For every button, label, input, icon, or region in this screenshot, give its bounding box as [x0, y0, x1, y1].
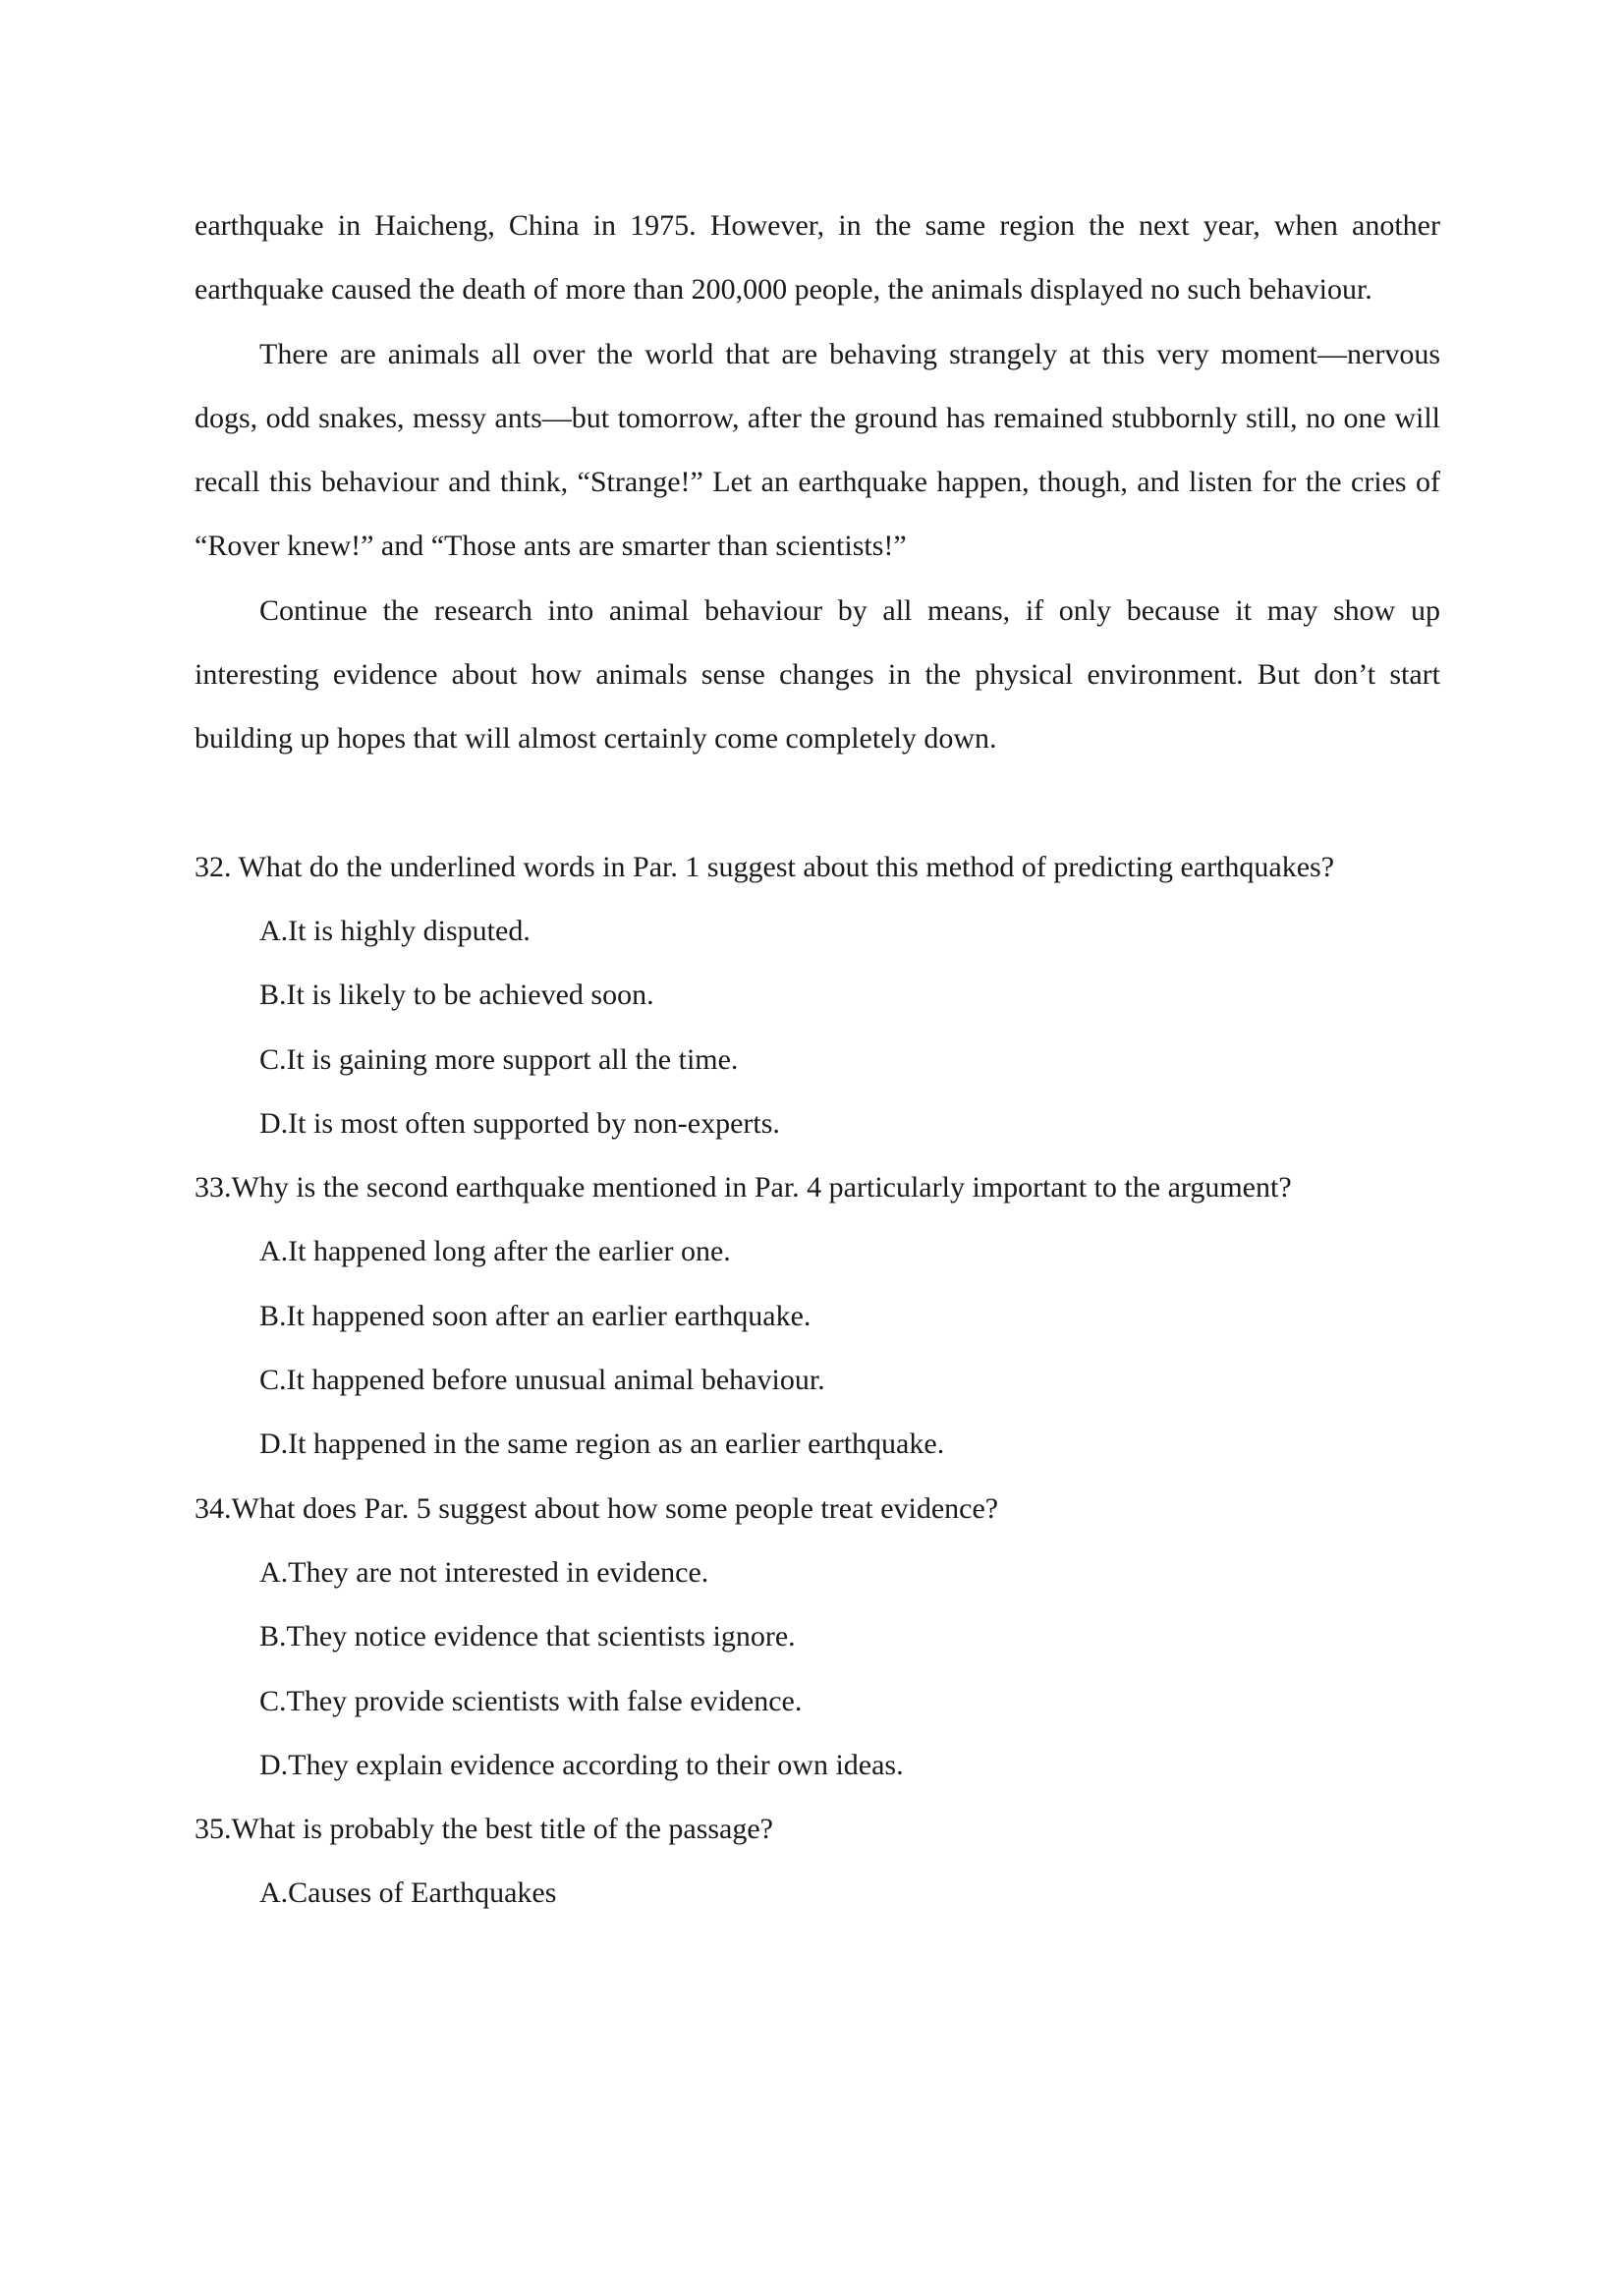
question-stem: 32. What do the underlined words in Par. 1 suggest about this method of predicting earthquakes? [195, 850, 1335, 883]
option-d: D.It happened in the same region as an earlier earthquake. [259, 1428, 945, 1461]
option-a: A.It happened long after the earlier one. [259, 1235, 731, 1268]
option-d: D.They explain evidence according to their own ideas. [259, 1748, 904, 1781]
option-c: C.It is gaining more support all the time. [259, 1042, 739, 1076]
passage-paragraph-3: Continue the research into animal behaviour by all means, if only because it may show up interesting evidence about how animals sense changes in the physical environment. But don’t start building up hopes that will almost certainly come completely down. [195, 593, 1440, 756]
passage-paragraph-1: earthquake in Haicheng, China in 1975. However, in the same region the next year, when another earthquake caused the death of more than 200,000 people, the animals displayed no such behaviour. [195, 209, 1440, 307]
option-c: C.It happened before unusual animal behaviour. [259, 1364, 825, 1397]
exam-page [195, 194, 1440, 1926]
question-32 [195, 835, 1440, 1155]
option-d: D.It is most often supported by non-experts. [259, 1106, 780, 1140]
option-c: C.They provide scientists with false evidence. [259, 1684, 803, 1717]
option-a: A.They are not interested in evidence. [259, 1555, 709, 1589]
option-b: B.It is likely to be achieved soon. [259, 979, 654, 1012]
section-gap [195, 771, 1440, 835]
option-a: A.Causes of Earthquakes [259, 1876, 557, 1910]
question-stem: 35.What is probably the best title of the passage? [195, 1813, 773, 1846]
option-a: A.It is highly disputed. [259, 914, 531, 947]
option-b: B.They notice evidence that scientists ignore. [259, 1620, 796, 1653]
question-stem: 34.What does Par. 5 suggest about how some people treat evidence? [195, 1491, 999, 1525]
option-b: B.It happened soon after an earlier earthquake. [259, 1299, 812, 1332]
question-33 [195, 1155, 1440, 1476]
question-stem: 33.Why is the second earthquake mentioned in Par. 4 particularly important to the argument? [195, 1171, 1292, 1204]
passage-paragraph-2: There are animals all over the world that are behaving strangely at this very moment—nervous dogs, odd snakes, messy ants—but tomorrow, after the ground has remained stubbornly still, no one will recall this behaviour and think, “Strange!” Let an earthquake happen, though, and listen for the cries of “Rover knew!” and “Those ants are smarter than scientists!” [195, 337, 1440, 563]
question-35 [195, 1797, 1440, 1926]
question-34 [195, 1477, 1440, 1797]
